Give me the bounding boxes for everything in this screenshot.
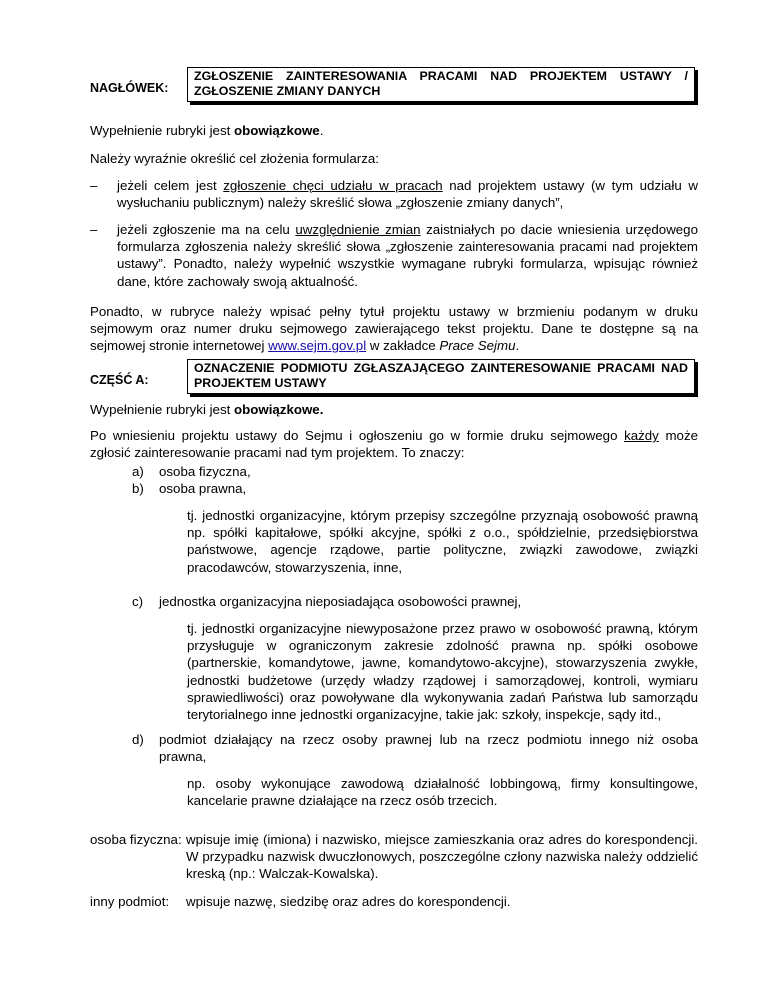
sejm-website-link[interactable]: www.sejm.gov.pl [268,338,367,354]
dash-marker: – [90,222,98,237]
header-section [90,67,708,107]
part-a-title-box: OZNACZENIE PODMIOTU ZGŁASZAJĄCEGO ZAINTERESOWANIE PRACAMI NAD PROJEKTEM USTAWY [187,359,695,394]
document-page: NAGŁÓWEK: ZGŁOSZENIE ZAINTERESOWANIA PRACAMI NAD PROJEKTEM USTAWY / ZGŁOSZENIE ZMIANY DANYCH Wypełnienie rubryki jest obowiązkowe. Należy wyraźnie określić cel złożenia formularza: – jeżeli celem jest zgłoszenie chęci udziału w pracach nad projektem ustawy (w tym udziału w wysłuchaniu publicznym) należy skreślić słowa „zgłoszenie zmiany danych”, – jeżeli zgłoszenie ma na celu uwzględnienie zmian zaistniałych po dacie wniesienia urzędowego formularza zgłoszenia należy skreślić słowa „zgłoszenie zainteresowania pracami nad projektem ustawy”. Ponadto, należy wypełnić wszystkie wymagane rubryki formularza, wpisując również dane, które zachowały swoją aktualność. Ponadto, w rubryce należy wpisać pełny tytuł projektu ustawy w brzmieniu podanym w druku sejmowym oraz numer druku sejmowego zawierającego tekst projektu. Dane te dostępne są na sejmowej stronie internetowej www.sejm.gov.pl w zakładce Prace Sejmu. CZĘŚĆ A: OZNACZENIE PODMIOTU ZGŁASZAJĄCEGO ZAINTERESOWANIE PRACAMI NAD PROJEKTEM USTAWY Wypełnienie rubryki jest obowiązkowe. Po wniesieniu projektu ustawy do Sejmu i ogłoszeniu go w formie druku sejmowego każdy może zgłosić zainteresowanie pracami nad tym projektem. To znaczy: a) osoba fizyczna, b) osoba prawna, tj. jednostki organizacyjne, którym przepisy szczególne przyznają osobowość prawną np. spółki kapitałowe, spółki akcyjne, spółki z o.o., spółdzielnie, przedsiębiorstwa państwowe, agencje rządowe, partie polityczne, związki zawodowe, związki pracodawców, stowarzyszenia, inne, c) jednostka organizacyjna nieposiadająca osobowości prawnej, tj. jednostki organizacyjne niewyposażone przez prawo w osobowość prawną, którym przysługuje w ograniczonym zakresie zdolność prawna np. spółki osobowe (partnerskie, komandytowe, jawne, komandytowo-akcyjne), stowarzyszenia zwykłe, jednostki budżetowe (urzędy władzy rządowej i samorządowej, kontroli, wymiaru sprawiedliwości) oraz powoływane dla wykonywania zadań Państwa lub samorządu terytorialnego inne jednostki organizacyjne, takie jak: szkoły, inspekcje, sądy itd., d) podmiot działający na rzecz osoby prawnej lub na rzecz podmiotu innego niż osoba prawna, np. osoby wykonujące zawodową działalność lobbingową, firmy konsultingowe, kancelarie prawne działające na rzecz osób trzecich. osoba fizyczna: wpisuje imię (imiona) i nazwisko, miejsce zamieszkania oraz adres do korespondencji. W przypadku nazwisk dwuczłonowych, poszczególne człony nazwiska należy oddzielić kreską (np.: Walczak-Kowalska). inny podmiot: wpisuje nazwę, siedzibę oraz adres do korespondencji. [0,0,768,994]
part-a-who-can-register: Po wniesieniu projektu ustawy do Sejmu i ogłoszeniu go w formie druku sejmowego każdy może zgłosić zainteresowanie pracami nad tym projektem. To znaczy: [90,428,698,461]
dash-marker: – [90,178,98,193]
part-a-label: CZĘŚĆ A: [90,373,149,387]
representative-explanation: np. osoby wykonujące zawodową działalność lobbingową, firmy konsultingowe, kancelarie prawne działające na rzecz osób trzecich. [187,776,698,809]
part-a-mandatory-note: Wypełnienie rubryki jest obowiązkowe. [90,402,324,417]
part-a-section [90,359,708,399]
header-mandatory-note: Wypełnienie rubryki jest obowiązkowe. [90,123,324,138]
purpose-instruction: Należy wyraźnie określić cel złożenia formularza: [90,151,379,166]
title-instruction: Ponadto, w rubryce należy wpisać pełny tytuł projektu ustawy w brzmieniu podanym w druku sejmowym oraz numer druku sejmowego zawierającego tekst projektu. Dane te dostępne są na sejmowej stronie internetowej www.sejm.gov.pl w zakładce Prace Sejmu. [90,304,698,354]
header-title-box: ZGŁOSZENIE ZAINTERESOWANIA PRACAMI NAD PROJEKTEM USTAWY / ZGŁOSZENIE ZMIANY DANYCH [187,67,695,102]
unincorporated-unit-explanation: tj. jednostki organizacyjne niewyposażone przez prawo w osobowość prawną, którym przysługuje w ograniczonym zakresie zdolność prawna np. spółki osobowe (partnerskie, komandytowe, jawne, komandytowo-akcyjne), stowarzyszenia zwykłe, jednostki budżetowe (urzędy władzy rządowej i samorządowej, kontroli, wymiaru sprawiedliwości) oraz powoływane dla wykonywania zadań Państwa lub samorządu terytorialnego inne jednostki organizacyjne, takie jak: szkoły, inspekcje, sądy itd., [187,621,698,723]
header-label: NAGŁÓWEK: [90,81,169,95]
legal-person-explanation: tj. jednostki organizacyjne, którym przepisy szczególne przyznają osobowość prawną np. spółki kapitałowe, spółki akcyjne, spółki z o.o., spółdzielnie, przedsiębiorstwa państwowe, agencje rządowe, partie polityczne, związki zawodowe, związki pracodawców, stowarzyszenia, inne, [187,508,698,575]
